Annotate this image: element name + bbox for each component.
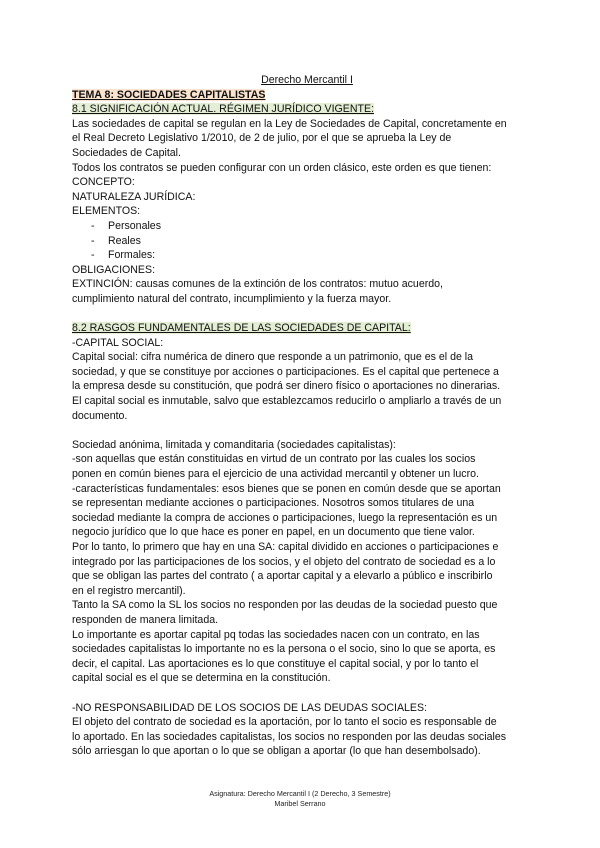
section-1-heading: 8.1 SIGNIFICACIÓN ACTUAL. RÉGIMEN JURÍDICO VIGENTE:	[72, 103, 374, 116]
paragraph-line: en el registro mercantil).	[72, 584, 186, 597]
footer-subject: Asignatura: Derecho Mercantil I (2 Derecho, 3 Semestre)	[209, 789, 391, 798]
paragraph-line: -NO RESPONSABILIDAD DE LOS SOCIOS DE LAS DEUDAS SOCIALES:	[72, 701, 427, 714]
paragraph-line: Lo importante es aportar capital pq todas las sociedades nacen con un contrato, en las	[72, 628, 480, 641]
paragraph-line: sólo arriesgan lo que aportan o lo que se obligan a aportar (lo que han desembolsado).	[72, 745, 481, 758]
paragraph-line: integrado por las participaciones de los socios, y el objeto del contrato de sociedad es a lo	[72, 555, 496, 568]
paragraph-line: EXTINCIÓN: causas comunes de la extinción de los contratos: mutuo acuerdo,	[72, 278, 443, 291]
naturaleza-label: NATURALEZA JURÍDICA:	[72, 190, 196, 203]
elements-list	[72, 219, 534, 263]
paragraph-line: sociedad mediante la compra de acciones o participaciones, luego la representación es un	[72, 511, 498, 524]
obligaciones-label: OBLIGACIONES:	[72, 263, 156, 276]
paragraph-line: responden de manera limitada.	[72, 613, 219, 626]
paragraph-line: documento.	[72, 409, 128, 422]
tema-title: TEMA 8: SOCIEDADES CAPITALISTAS	[72, 88, 266, 101]
paragraph-line: cumplimiento natural del contrato, incumplimiento y la fuerza mayor.	[72, 292, 392, 305]
paragraph-line: Por lo tanto, lo primero que hay en una SA: capital dividido en acciones o participaciones e	[72, 541, 499, 553]
paragraph-line: el Real Decreto Legislativo 1/2010, de 2 de julio, por el que se aprueba la Ley de	[72, 132, 452, 145]
paragraph-line: Capital social: cifra numérica de dinero que responde a un patrimonio, que es el de la	[72, 351, 474, 364]
paragraph-line: se representan mediante acciones o participaciones. Nosotros somos titulares de una	[72, 497, 475, 510]
paragraph-line: -características fundamentales: esos bienes que se ponen en común desde que se aportan	[72, 482, 501, 495]
paragraph-line: negocio jurídico que lo que hace es poner en papel, en un documento que tiene valor.	[72, 526, 475, 539]
paragraph-line: Todos los contratos se pueden configurar con un orden clásico, este orden es que tienen:	[72, 161, 492, 174]
paragraph-line: -CAPITAL SOCIAL:	[72, 336, 164, 349]
elementos-label: ELEMENTOS:	[72, 205, 141, 218]
paragraph-line: decir, el capital. Las aportaciones es lo que constituye el capital social, y por lo tanto el	[72, 657, 479, 670]
list-item: - Reales	[72, 234, 534, 249]
footer-author: Maribel Serrano	[274, 799, 326, 808]
list-item: - Personales	[72, 219, 534, 234]
paragraph-line: sociedades capitalistas lo importante no es la persona o el socio, sino lo que se aporta, es	[72, 643, 496, 656]
paragraph-line: sociedad, y que se constituye por acciones o participaciones. Es el capital que pertenece a	[72, 365, 499, 378]
no-responsabilidad-block	[72, 701, 534, 759]
document-body	[72, 73, 534, 759]
paragraph-line: El objeto del contrato de sociedad es la aportación, por lo tanto el socio es responsable de	[72, 716, 497, 729]
paragraph-line: -son aquellas que están constituidas en virtud de un contrato por las cuales los socios	[72, 453, 476, 466]
page-footer	[0, 789, 600, 809]
paragraph-line: ponen en común bienes para el ejercicio de una actividad mercantil y obtener un lucro.	[72, 468, 479, 481]
paragraph-line: que se obligan las partes del contrato ( a aportar capital y a elevarlo a público e inscribirlo	[72, 570, 493, 583]
paragraph-line: Las sociedades de capital se regulan en la Ley de Sociedades de Capital, concretamente en	[72, 117, 507, 130]
paragraph-line: Sociedad anónima, limitada y comanditaria (sociedades capitalistas):	[72, 438, 396, 451]
paragraph-line: Sociedades de Capital.	[72, 146, 181, 159]
paragraph-line: la empresa desde su constitución, que podrá ser dinero físico o aportaciones no dinerarias.	[72, 380, 501, 393]
paragraph-line: capital social es el que se determina en la constitución.	[72, 672, 331, 685]
capital-social-block	[72, 336, 534, 424]
concepto-label: CONCEPTO:	[72, 176, 135, 189]
paragraph-line: lo aportado. En las sociedades capitalistas, los socios no responden por las deudas sociales	[72, 730, 507, 743]
paragraph-line: El capital social es inmutable, salvo que establezcamos reducirlo o ampliarlo a través de un	[72, 395, 502, 408]
list-item: - Formales:	[72, 248, 534, 263]
sociedades-block	[72, 438, 534, 686]
section-2-heading: 8.2 RASGOS FUNDAMENTALES DE LAS SOCIEDADES DE CAPITAL:	[72, 322, 411, 335]
section-1-body	[72, 117, 534, 307]
paragraph-line: Tanto la SA como la SL los socios no responden por las deudas de la sociedad puesto que	[72, 599, 498, 612]
page-header: Derecho Mercantil I	[261, 74, 353, 86]
